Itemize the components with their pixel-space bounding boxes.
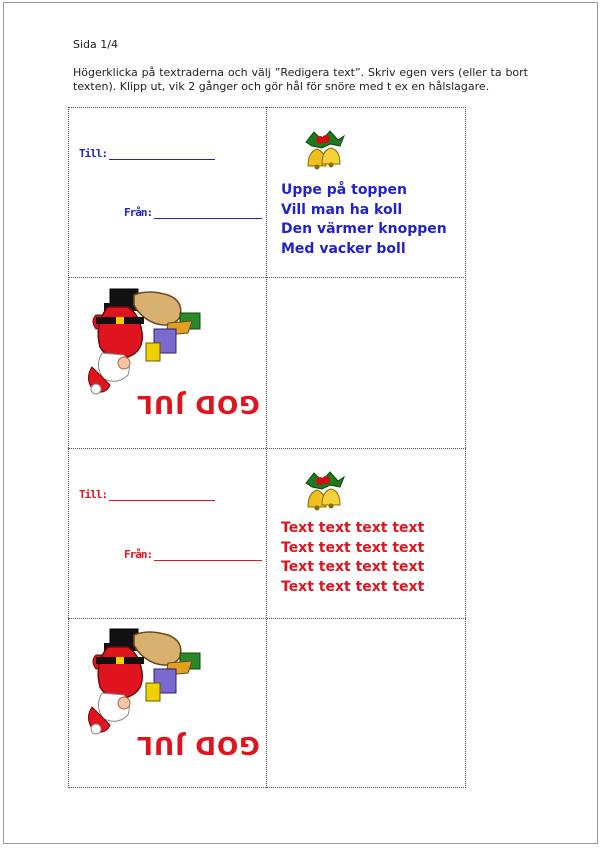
verse-line: Text text text text: [281, 539, 425, 556]
from-line: [154, 218, 262, 219]
verse-line: Text text text text: [281, 520, 425, 536]
from-label: Från:: [124, 206, 153, 219]
verse-line: Text text text text: [281, 578, 425, 595]
greeting-god-jul-1: GOD JUL: [136, 390, 260, 419]
from-line: [154, 560, 262, 561]
santa-clipart-icon: [84, 627, 212, 737]
from-field-2[interactable]: [124, 548, 262, 561]
instructions-text: Högerklicka på textraderna och välj ”Redigera text”. Skriv egen vers (eller ta bort texten). Klipp ut, vik 2 gånger och gör hål för snöre med t ex en hålslagare.: [73, 66, 528, 93]
christmas-bells-icon: [300, 469, 346, 511]
grid-line-3: [68, 618, 466, 619]
greeting-god-jul-2: GOD JUL: [136, 731, 260, 760]
grid-line-1: [68, 277, 466, 278]
from-field-1[interactable]: [124, 206, 262, 219]
page-number: Sida 1/4: [73, 38, 118, 51]
to-line: [109, 159, 215, 160]
verse-line: Den värmer knoppen: [281, 221, 447, 237]
to-line: [109, 500, 215, 501]
to-field-1[interactable]: [79, 147, 215, 160]
verse-2[interactable]: [281, 519, 424, 597]
grid-line-2: [68, 448, 466, 449]
verse-1[interactable]: [281, 181, 447, 259]
verse-line: Text text text text: [281, 559, 425, 575]
to-label: Till:: [79, 147, 108, 160]
verse-line: Uppe på toppen: [281, 182, 407, 198]
santa-clipart-icon: [84, 287, 212, 397]
verse-line: Vill man ha koll: [281, 201, 403, 218]
to-field-2[interactable]: [79, 488, 215, 501]
to-label: Till:: [79, 488, 108, 501]
christmas-bells-icon: [300, 128, 346, 170]
verse-line: Med vacker boll: [281, 240, 406, 257]
from-label: Från:: [124, 548, 153, 561]
